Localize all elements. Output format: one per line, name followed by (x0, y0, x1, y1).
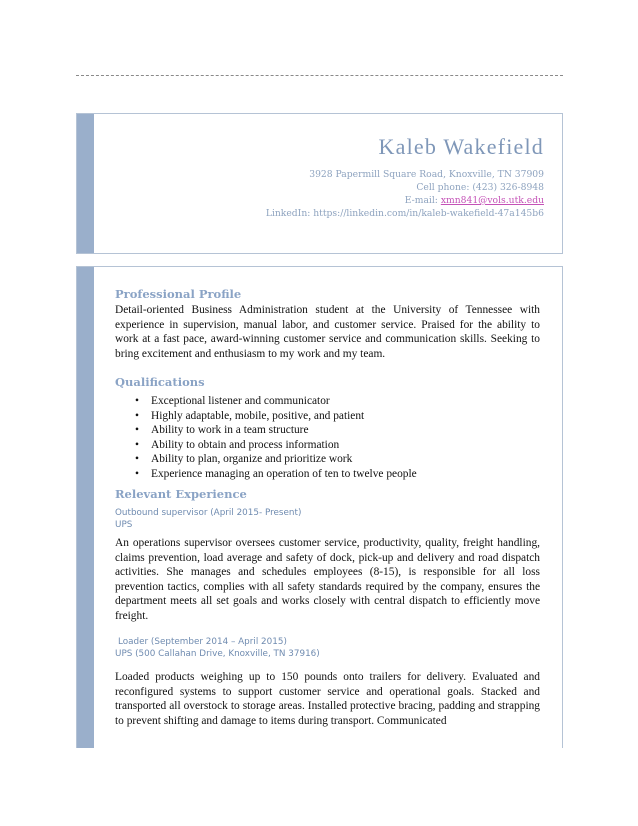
address: 3928 Papermill Square Road, Knoxville, TN 37909 (309, 169, 544, 180)
email-label: E-mail: (404, 195, 441, 206)
page-separator (76, 75, 563, 76)
email-line (405, 195, 544, 206)
job-company: UPS (500 Callahan Drive, Knoxville, TN 37916) (115, 649, 320, 659)
linkedin: LinkedIn: https://linkedin.com/in/kaleb-wakefield-47a145b6 (265, 208, 544, 219)
job-role: Loader (September 2014 – April 2015) (118, 637, 287, 647)
resume-body (76, 266, 563, 748)
list-item: • Ability to work in a team structure (135, 423, 417, 438)
list-item: • Exceptional listener and communicator (135, 394, 417, 409)
job-description: An operations supervisor oversees customer service, productivity, quality, freight handling, claims prevention, load average and safety of dock, pick-up and delivery and road dispatch activities. She manages and schedules employees (8-15), is responsible for all loss prevention tactics, complies with all safety standards required by the company, ensures the department meets all set goals and works closely with central dispatch to efficiently move freight. (115, 537, 540, 622)
profile-text: Detail-oriented Business Administration student at the University of Tennessee with experience in supervision, manual labor, and customer service. Praised for the ability to work at a fast pace, award-winning customer service and communication skills. Seeking to bring excitement and enthusiasm to my work and my team. (115, 304, 540, 360)
qualifications-list (135, 394, 417, 482)
resume-header (76, 113, 563, 254)
candidate-name: Kaleb Wakefield (378, 134, 544, 159)
job-description: Loaded products weighing up to 150 pounds onto trailers for delivery. Evaluated and reconfigured systems to support customer service and operational goals. Stacked and transported all overstock to storage areas. Installed protective bracing, padding and strapping to prevent shifting and damage to items during transport. Communicated (115, 671, 540, 727)
job-role: Outbound supervisor (April 2015- Present) (115, 508, 302, 518)
phone: Cell phone: (423) 326-8948 (416, 182, 544, 193)
accent-bar (77, 114, 94, 253)
job-company: UPS (115, 520, 133, 530)
section-title-experience: Relevant Experience (115, 487, 247, 501)
list-item: • Ability to plan, organize and prioritize work (135, 452, 417, 467)
list-item: • Experience managing an operation of ten to twelve people (135, 467, 417, 482)
accent-bar (77, 267, 94, 748)
list-item: • Ability to obtain and process information (135, 438, 417, 453)
section-title-qualifications: Qualifications (115, 375, 205, 389)
section-title-profile: Professional Profile (115, 287, 242, 301)
list-item: • Highly adaptable, mobile, positive, and patient (135, 409, 417, 424)
email-link[interactable]: xmn841@vols.utk.edu (440, 195, 544, 206)
